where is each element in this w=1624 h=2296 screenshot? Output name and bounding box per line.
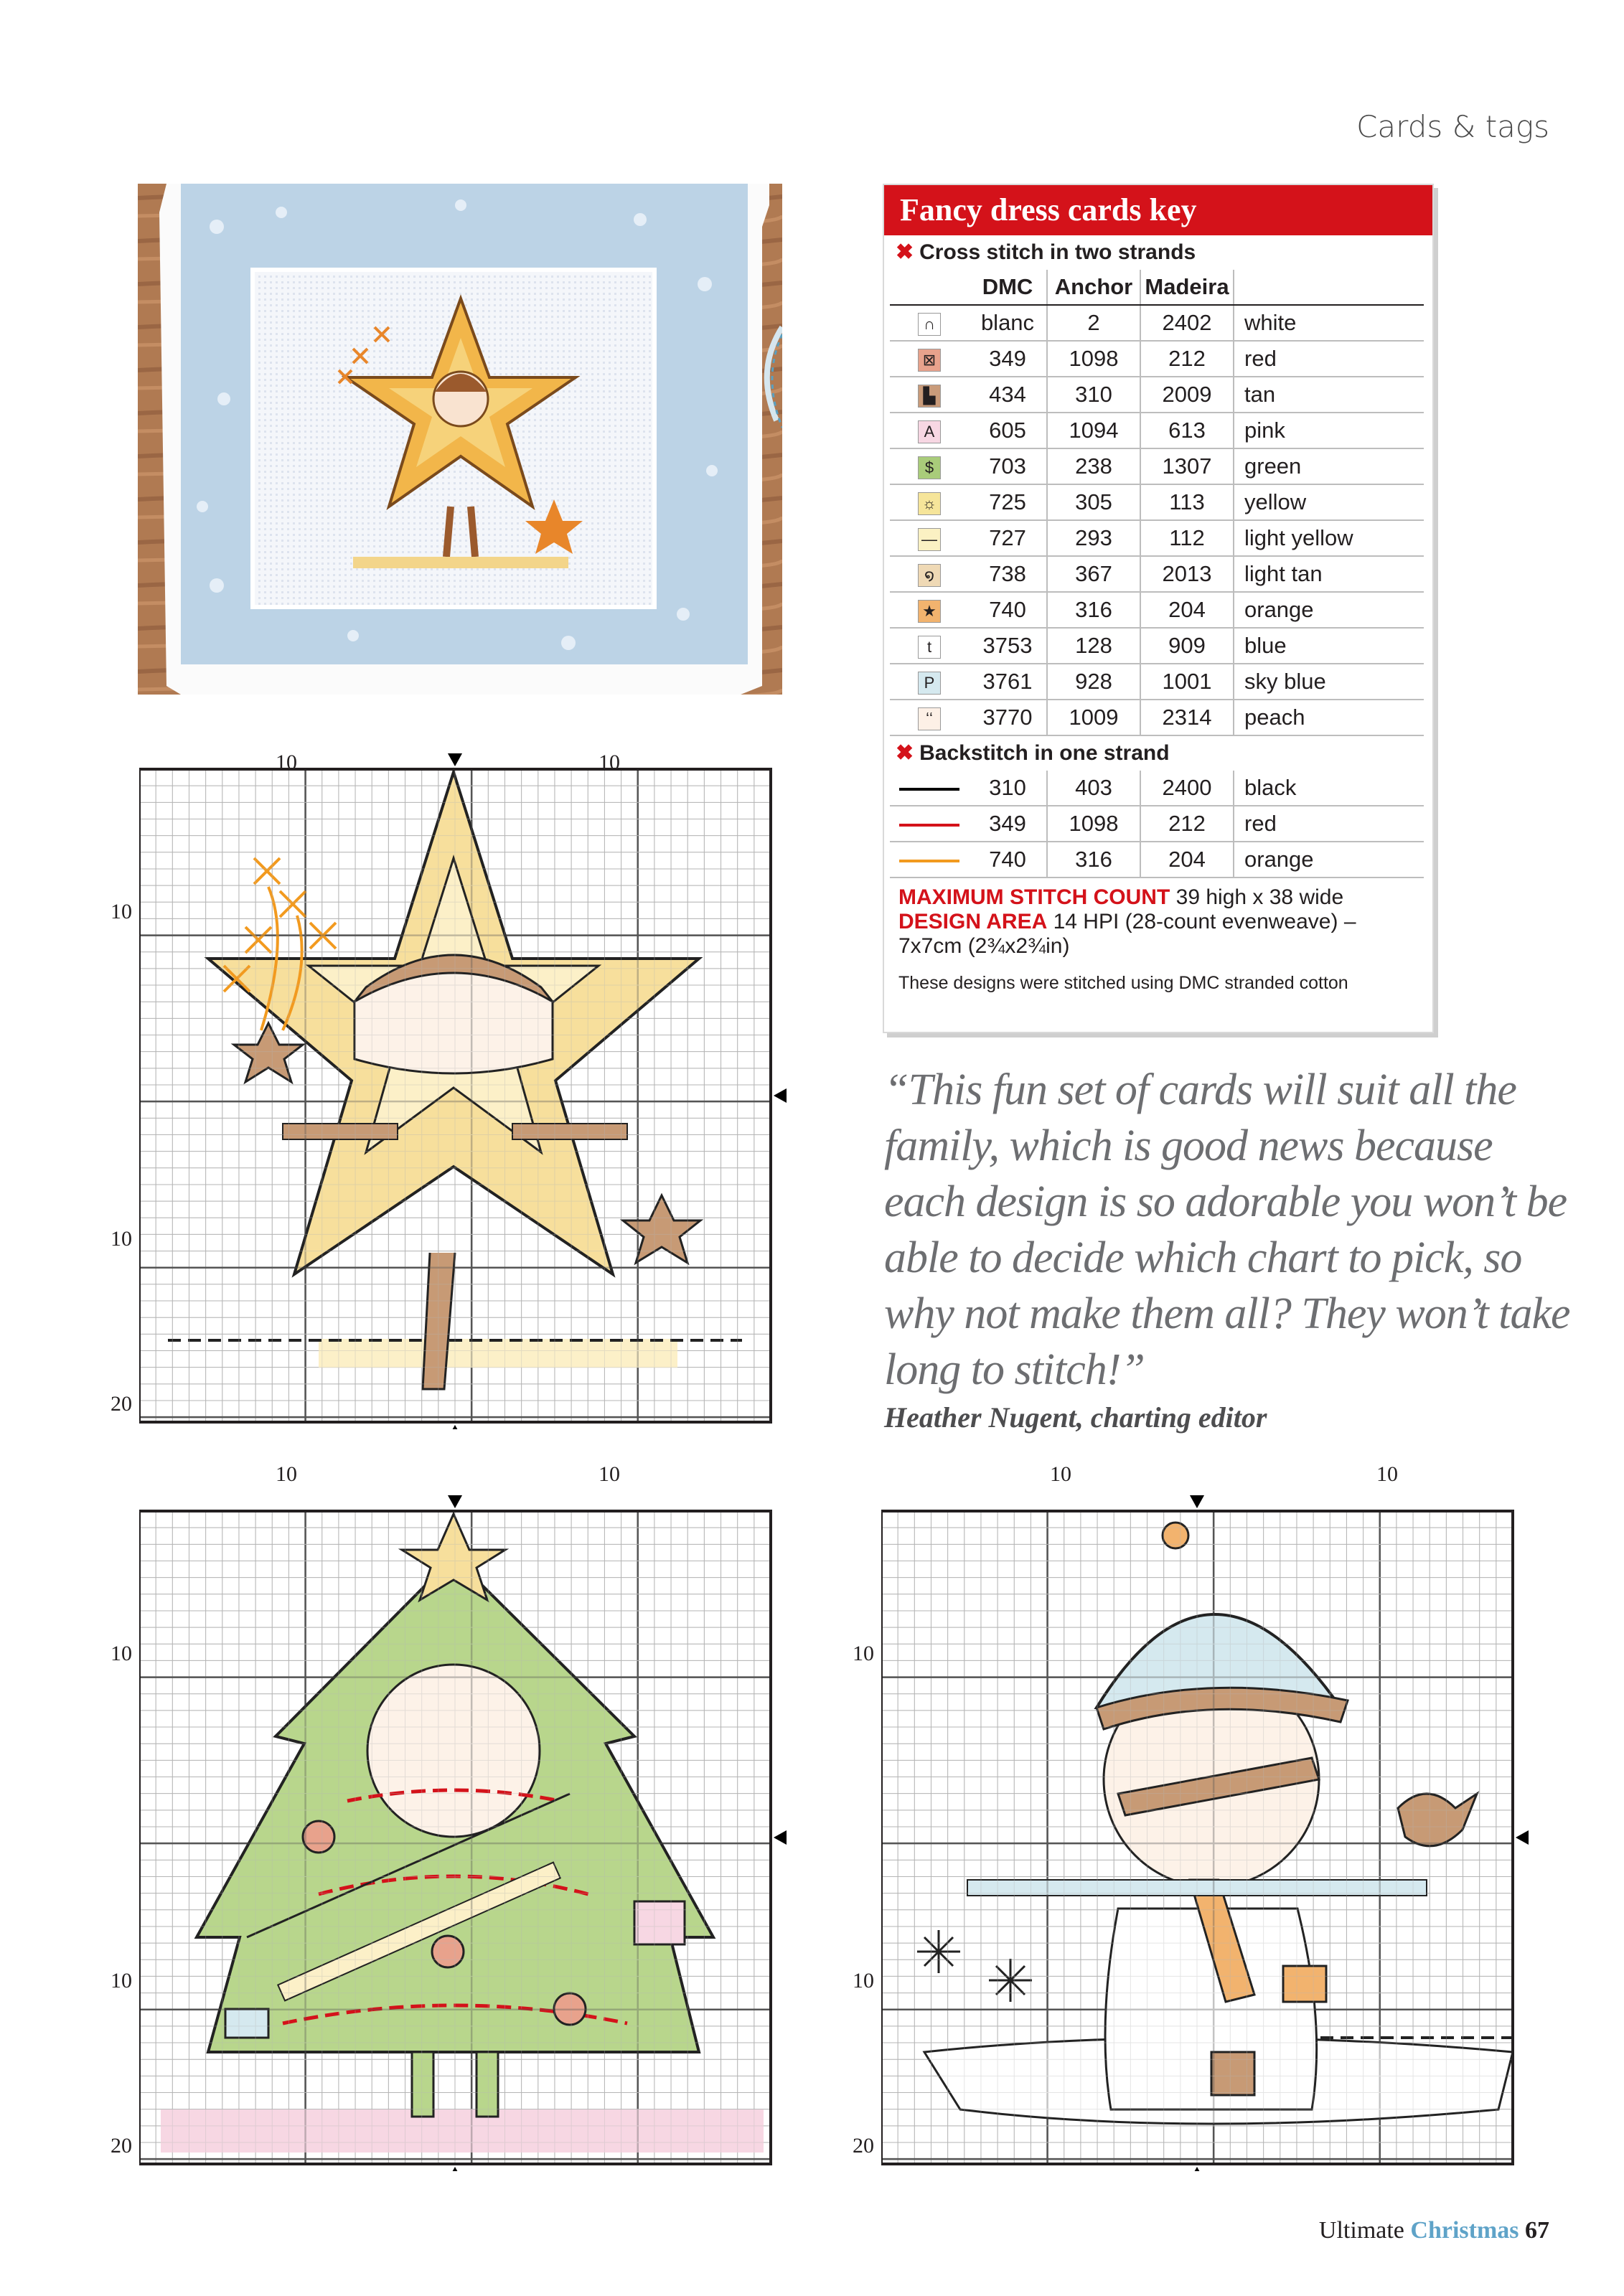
anchor-code: 316	[1047, 842, 1140, 878]
anchor-code: 1098	[1047, 341, 1140, 377]
anchor-code: 128	[1047, 628, 1140, 664]
thread-symbol: $	[890, 448, 969, 484]
dmc-code: 310	[969, 771, 1047, 806]
dmc-code: 434	[969, 377, 1047, 413]
madeira-code: 909	[1140, 628, 1234, 664]
key-row	[890, 664, 1424, 700]
colour-name: blue	[1234, 628, 1424, 664]
madeira-code: 2314	[1140, 700, 1234, 735]
anchor-column-header: Anchor	[1047, 270, 1140, 305]
star-chart-grid	[139, 751, 795, 1429]
dmc-code: 727	[969, 520, 1047, 556]
colour-name: yellow	[1234, 484, 1424, 520]
colour-name: pink	[1234, 413, 1424, 448]
max-stitch-value: 39 high x 38 wide	[1175, 885, 1344, 909]
axis-label: 10	[853, 1969, 874, 1992]
key-row	[890, 520, 1424, 556]
anchor-code: 367	[1047, 556, 1140, 592]
design-area-value: 14 HPI (28-count evenweave) – 7x7cm (2¾x2¾in)	[898, 910, 1356, 958]
card-photo	[138, 184, 782, 695]
page-footer	[1319, 2217, 1549, 2244]
cross-stitch-heading-label: Cross stitch in two strands	[919, 240, 1196, 264]
symbol-column-header	[890, 270, 969, 305]
thread-symbol: ʻʻ	[890, 700, 969, 735]
madeira-code: 2400	[1140, 771, 1234, 806]
backstitch-heading	[884, 736, 1432, 771]
design-area-label: DESIGN AREA	[898, 910, 1048, 933]
madeira-column-header: Madeira	[1140, 270, 1234, 305]
backstitch-line	[890, 842, 969, 878]
anchor-code: 305	[1047, 484, 1140, 520]
thread-symbol: ∩	[890, 305, 969, 341]
axis-label: 10	[276, 751, 297, 774]
design-area	[898, 910, 1418, 959]
axis-label: 20	[853, 2134, 874, 2158]
chart-key	[883, 184, 1434, 1033]
madeira-code: 2013	[1140, 556, 1234, 592]
anchor-code: 310	[1047, 377, 1140, 413]
key-row	[890, 413, 1424, 448]
thread-symbol: P	[890, 664, 969, 700]
thread-symbol: ☼	[890, 484, 969, 520]
cross-mark-icon: ✖	[896, 240, 914, 264]
key-row	[890, 341, 1424, 377]
dmc-code: 738	[969, 556, 1047, 592]
axis-label: 20	[111, 2134, 132, 2158]
cross-stitch-heading	[884, 235, 1432, 270]
madeira-code: 1001	[1140, 664, 1234, 700]
backstitch-line	[890, 771, 969, 806]
thread-symbol: t	[890, 628, 969, 664]
anchor-code: 1094	[1047, 413, 1140, 448]
axis-label: 10	[111, 900, 132, 923]
anchor-code: 2	[1047, 305, 1140, 341]
axis-label: 10	[599, 1462, 620, 1486]
axis-label: 10	[111, 1642, 132, 1665]
axis-label: 10	[1376, 1462, 1398, 1486]
key-row	[890, 806, 1424, 842]
key-title: Fancy dress cards key	[884, 185, 1432, 235]
colour-name: green	[1234, 448, 1424, 484]
colour-name: peach	[1234, 700, 1424, 735]
page-number: 67	[1525, 2217, 1549, 2244]
key-row	[890, 628, 1424, 664]
key-row	[890, 377, 1424, 413]
key-note: These designs were stitched using DMC stranded cotton	[898, 973, 1348, 993]
dmc-code: blanc	[969, 305, 1047, 341]
colour-name: light tan	[1234, 556, 1424, 592]
dmc-code: 349	[969, 806, 1047, 842]
axis-label: 20	[111, 1392, 132, 1416]
thread-symbol: ⊠	[890, 341, 969, 377]
anchor-code: 238	[1047, 448, 1140, 484]
key-row	[890, 842, 1424, 878]
tree-chart-grid	[139, 1464, 795, 2171]
axis-label: 10	[276, 1462, 297, 1486]
madeira-code: 2402	[1140, 305, 1234, 341]
colour-name: black	[1234, 771, 1424, 806]
cross-stitch-table	[890, 270, 1424, 736]
anchor-code: 1009	[1047, 700, 1140, 735]
section-label: Cards & tags	[1356, 109, 1549, 144]
snowman-chart-grid	[881, 1464, 1537, 2171]
dmc-column-header: DMC	[969, 270, 1047, 305]
backstitch-line	[890, 806, 969, 842]
footer-brand: Christmas	[1410, 2217, 1519, 2244]
colour-name: orange	[1234, 592, 1424, 628]
thread-symbol: A	[890, 413, 969, 448]
max-stitch-count	[898, 885, 1418, 910]
madeira-code: 112	[1140, 520, 1234, 556]
axis-label: 10	[1050, 1462, 1071, 1486]
key-row	[890, 700, 1424, 735]
madeira-code: 113	[1140, 484, 1234, 520]
axis-label: 10	[111, 1969, 132, 1992]
snowman-chart	[853, 1462, 1537, 2171]
key-footer	[884, 878, 1432, 994]
dmc-code: 703	[969, 448, 1047, 484]
key-row	[890, 448, 1424, 484]
name-column-header	[1234, 270, 1424, 305]
madeira-code: 212	[1140, 341, 1234, 377]
key-row	[890, 484, 1424, 520]
dmc-code: 3770	[969, 700, 1047, 735]
cross-mark-icon: ✖	[896, 741, 914, 765]
tree-chart	[111, 1462, 795, 2171]
key-row	[890, 771, 1424, 806]
thread-symbol: ໑	[890, 556, 969, 592]
dmc-code: 3753	[969, 628, 1047, 664]
dmc-code: 605	[969, 413, 1047, 448]
key-row	[890, 556, 1424, 592]
colour-name: light yellow	[1234, 520, 1424, 556]
axis-label: 10	[111, 1227, 132, 1251]
backstitch-heading-label: Backstitch in one strand	[919, 741, 1170, 765]
axis-label: 10	[853, 1642, 874, 1665]
backstitch-table	[890, 771, 1424, 878]
anchor-code: 293	[1047, 520, 1140, 556]
madeira-code: 1307	[1140, 448, 1234, 484]
quote-author: Heather Nugent, charting editor	[884, 1401, 1267, 1434]
madeira-code: 212	[1140, 806, 1234, 842]
star-chart	[111, 751, 795, 1429]
key-row	[890, 592, 1424, 628]
colour-name: red	[1234, 806, 1424, 842]
footer-prefix: Ultimate	[1318, 2217, 1411, 2244]
colour-name: tan	[1234, 377, 1424, 413]
thread-symbol: ★	[890, 592, 969, 628]
madeira-code: 2009	[1140, 377, 1234, 413]
colour-name: orange	[1234, 842, 1424, 878]
anchor-code: 403	[1047, 771, 1140, 806]
colour-name: sky blue	[1234, 664, 1424, 700]
max-stitch-label: MAXIMUM STITCH COUNT	[898, 885, 1170, 909]
anchor-code: 316	[1047, 592, 1140, 628]
colour-name: white	[1234, 305, 1424, 341]
key-row	[890, 305, 1424, 341]
madeira-code: 613	[1140, 413, 1234, 448]
dmc-code: 740	[969, 842, 1047, 878]
pull-quote: “This fun set of cards will suit all the family, which is good news because each design is so adorable you won’t be able to decide which chart to pick, so why not make them all? They won’t take long to stitch!”	[884, 1065, 1570, 1394]
madeira-code: 204	[1140, 592, 1234, 628]
thread-symbol: —	[890, 520, 969, 556]
thread-symbol: ▙	[890, 377, 969, 413]
anchor-code: 1098	[1047, 806, 1140, 842]
dmc-code: 740	[969, 592, 1047, 628]
colour-name: red	[1234, 341, 1424, 377]
card-photo-image	[138, 184, 782, 695]
dmc-code: 725	[969, 484, 1047, 520]
axis-label: 10	[599, 751, 620, 774]
dmc-code: 3761	[969, 664, 1047, 700]
dmc-code: 349	[969, 341, 1047, 377]
anchor-code: 928	[1047, 664, 1140, 700]
madeira-code: 204	[1140, 842, 1234, 878]
key-header-row	[890, 270, 1424, 305]
